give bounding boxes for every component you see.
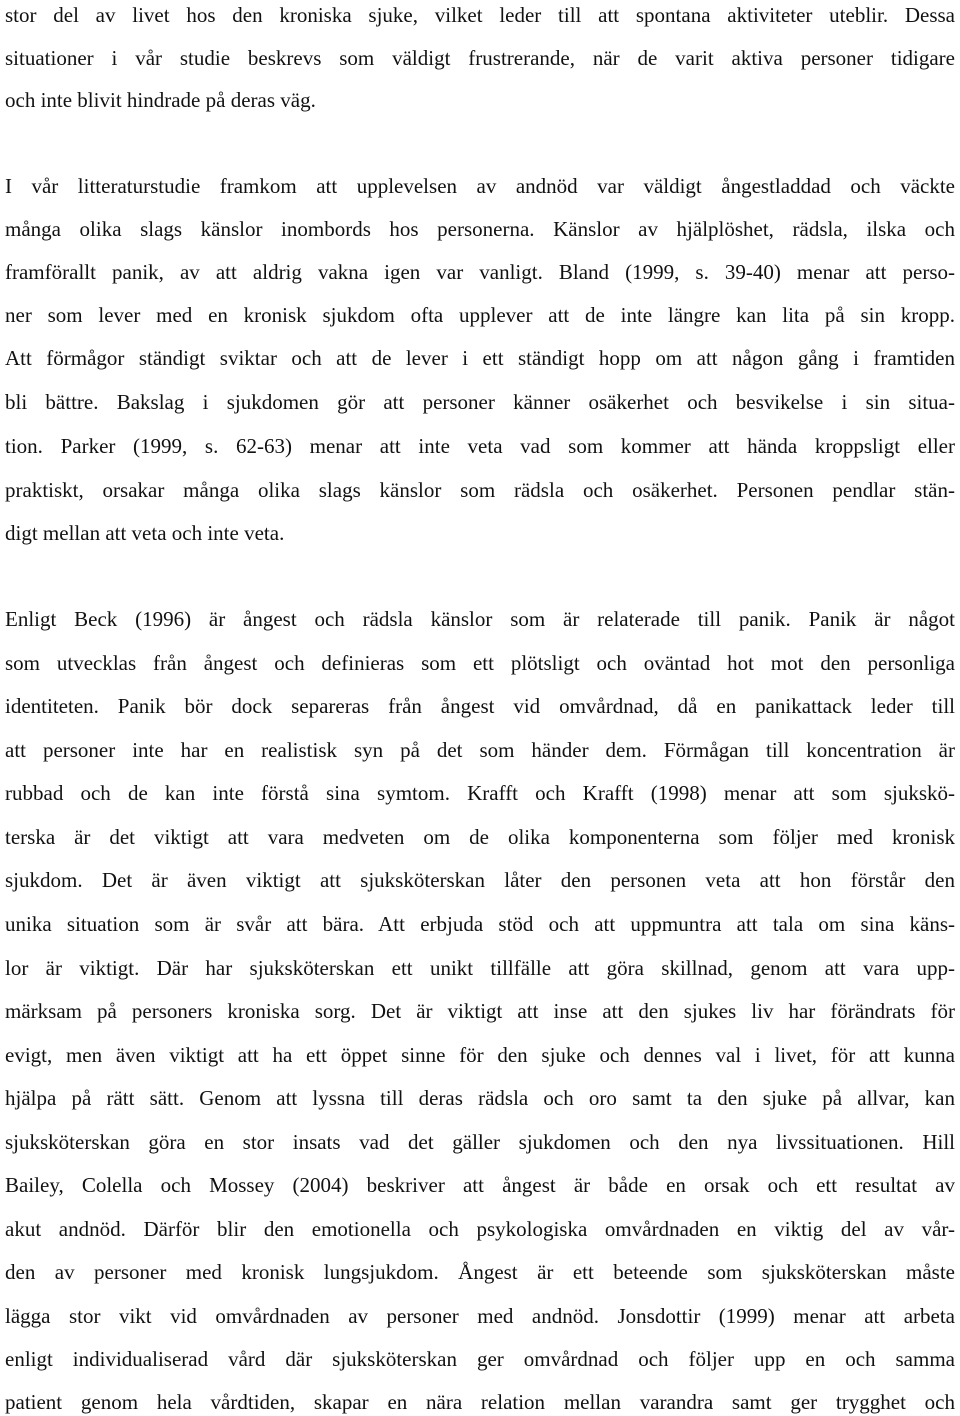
text-line: praktiskt, orsakar många olika slags känslor som rädsla och osäkerhet. Personen pendlar stän- — [5, 478, 955, 502]
text-line: framförallt panik, av att aldrig vakna igen var vanligt. Bland (1999, s. 39-40) menar att perso- — [5, 260, 955, 284]
text-line: Bailey, Colella och Mossey (2004) beskriver att ångest är både en orsak och ett resultat av — [5, 1173, 955, 1197]
text-line: unika situation som är svår att bära. Att erbjuda stöd och att uppmuntra att tala om sina käns- — [5, 912, 955, 936]
text-line: terska är det viktigt att vara medveten om de olika komponenterna som följer med kronisk — [5, 825, 955, 849]
text-line: evigt, men även viktigt att ha ett öppet sinne för den sjuke och dennes val i livet, för att kunna — [5, 1043, 955, 1067]
text-line: tion. Parker (1999, s. 62-63) menar att inte veta vad som kommer att hända kroppsligt eller — [5, 434, 955, 458]
text-line: och inte blivit hindrade på deras väg. — [5, 88, 316, 112]
text-line: som utvecklas från ångest och definieras som ett plötsligt och oväntad hot mot den personliga — [5, 651, 955, 675]
text-line: märksam på personers kroniska sorg. Det är viktigt att inse att den sjukes liv har förändrats för — [5, 999, 955, 1023]
text-line: ner som lever med en kronisk sjukdom ofta upplever att de inte längre kan lita på sin kropp. — [5, 303, 955, 327]
text-line: akut andnöd. Därför blir den emotionella och psykologiska omvårdnaden en viktig del av vår- — [5, 1217, 955, 1241]
text-line: sjuksköterskan göra en stor insats vad det gäller sjukdomen och den nya livssituationen. Hill — [5, 1130, 955, 1154]
text-line: hjälpa på rätt sätt. Genom att lyssna till deras rädsla och oro samt ta den sjuke på allvar, kan — [5, 1086, 955, 1110]
text-line: stor del av livet hos den kroniska sjuke, vilket leder till att spontana aktiviteter uteblir. Dessa — [5, 3, 955, 27]
text-line: I vår litteraturstudie framkom att upplevelsen av andnöd var väldigt ångestladdad och väckte — [5, 174, 955, 198]
text-line: bli bättre. Bakslag i sjukdomen gör att personer känner osäkerhet och besvikelse i sin situa- — [5, 390, 955, 414]
text-line: Att förmågor ständigt sviktar och att de lever i ett ständigt hopp om att någon gång i framtiden — [5, 346, 955, 370]
text-line: att personer inte har en realistisk syn på det som händer dem. Förmågan till koncentration är — [5, 738, 955, 762]
text-line: situationer i vår studie beskrevs som väldigt frustrerande, när de varit aktiva personer tidigare — [5, 46, 955, 70]
text-line: lor är viktigt. Där har sjuksköterskan ett unikt tillfälle att göra skillnad, genom att vara upp- — [5, 956, 955, 980]
text-line: patient genom hela vårdtiden, skapar en nära relation mellan varandra samt ger trygghet och — [5, 1390, 955, 1414]
text-line: sjukdom. Det är även viktigt att sjuksköterskan låter den personen veta att hon förstår den — [5, 868, 955, 892]
text-line: den av personer med kronisk lungsjukdom. Ångest är ett beteende som sjuksköterskan måste — [5, 1260, 955, 1284]
text-line: digt mellan att veta och inte veta. — [5, 521, 285, 545]
text-line: identiteten. Panik bör dock separeras från ångest vid omvårdnad, då en panikattack leder till — [5, 694, 955, 718]
text-line: rubbad och de kan inte förstå sina symtom. Krafft och Krafft (1998) menar att som sjukskö- — [5, 781, 955, 805]
text-line: Enligt Beck (1996) är ångest och rädsla känslor som är relaterade till panik. Panik är något — [5, 607, 955, 631]
text-line: många olika slags känslor inombords hos personerna. Känslor av hjälplöshet, rädsla, ilska och — [5, 217, 955, 241]
text-line: enligt individualiserad vård där sjuksköterskan ger omvårdnad och följer upp en och samma — [5, 1347, 955, 1371]
text-line: lägga stor vikt vid omvårdnaden av personer med andnöd. Jonsdottir (1999) menar att arbeta — [5, 1304, 955, 1328]
